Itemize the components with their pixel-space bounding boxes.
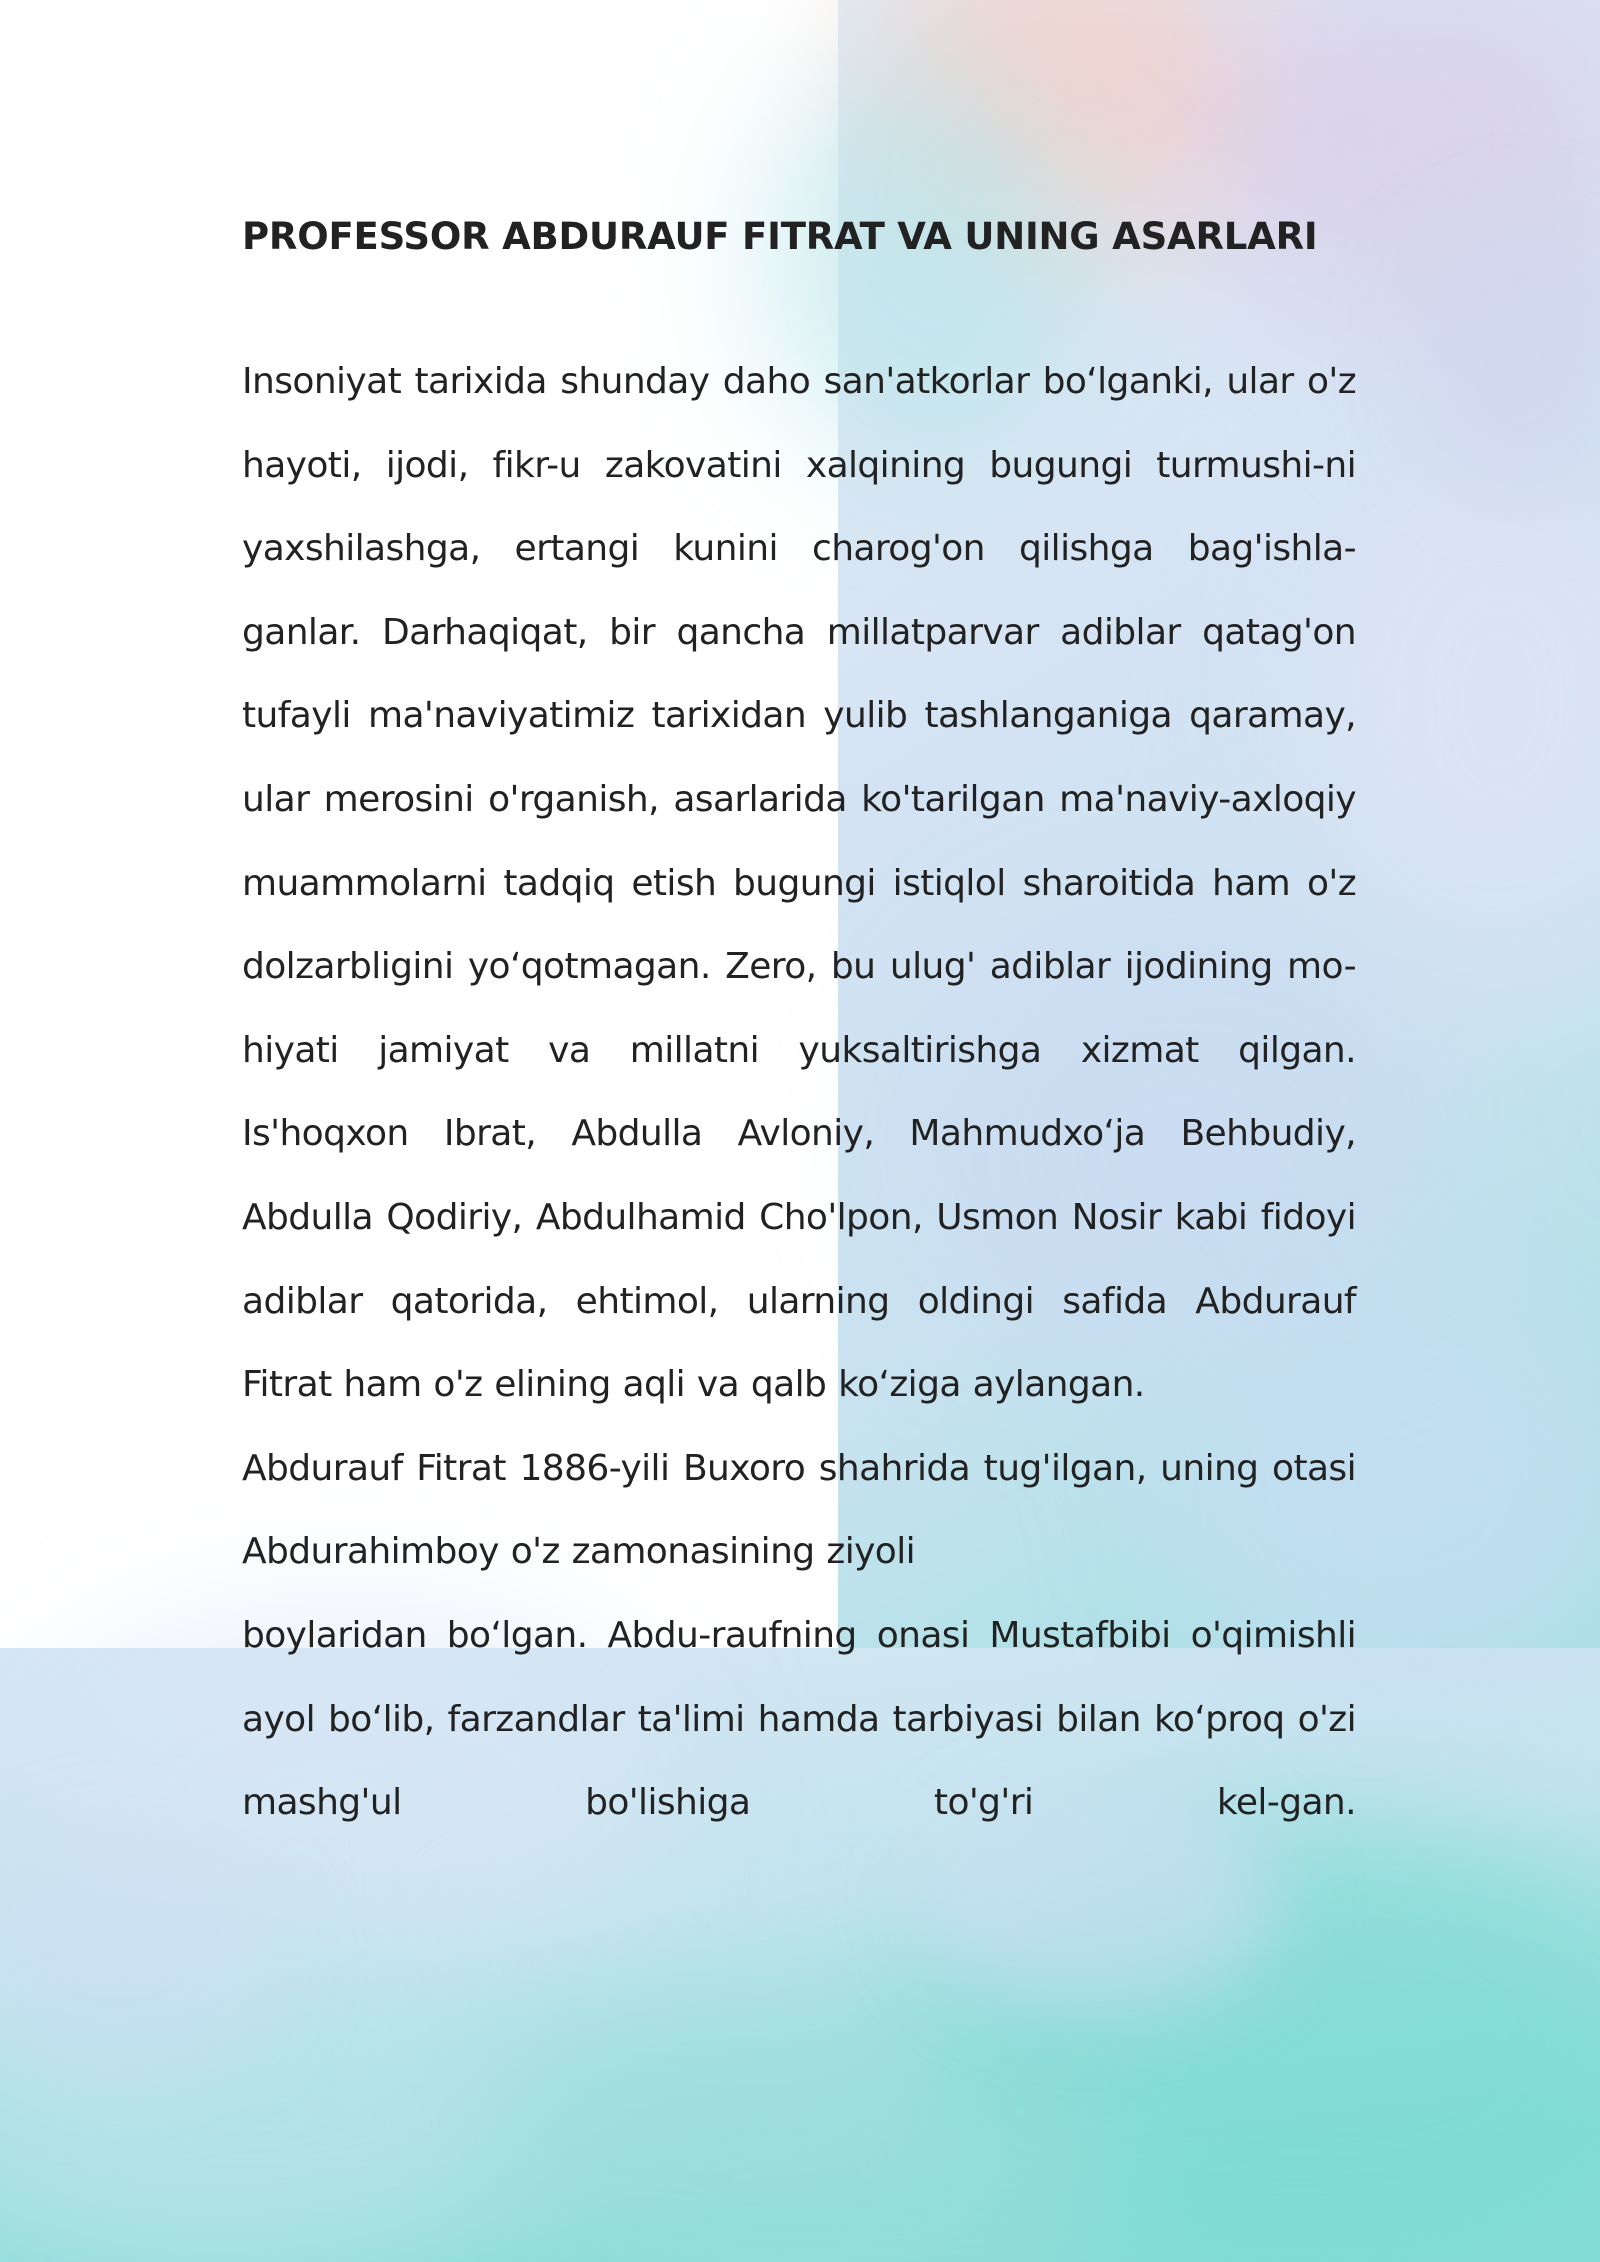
- paragraph-birth: Abdurauf Fitrat 1886-yili Buxoro shahrida tug'ilgan, uning otasi Abdurahimboy o'z zamonasining ziyoli: [242, 1447, 1356, 1573]
- paragraph-mother: boylaridan bo‘lgan. Abdu-raufning onasi Mustafbibi o'qimishli ayol bo‘lib, farzandlar ta'limi hamda tarbiyasi bilan ko‘proq o'zi mashg'ul bo'lishiga to'g'ri kel-gan.: [242, 1614, 1356, 1824]
- paragraph-introduction: Insoniyat tarixida shunday daho san'atkorlar bo‘lganki, ular o'z hayoti, ijodi, fikr-u zakovatini xalqining bugungi turmushi-ni yaxshilashga, ertangi kunini charog'on qilishga bag'ishla-ganlar. Darhaqiqat, bir qancha millatparvar adiblar qatag'on tufayli ma'naviyatimiz tarixidan yulib tashlanganiga qaramay, ular merosini o'rganish, asarlarida ko'tarilgan ma'naviy-axloqiy muammolarni tadqiq etish bugungi istiqlol sharoitida ham o'z dolzarbligini yo‘qotmagan. Zero, bu ulug' adiblar ijodining mo-hiyati jamiyat va millatni yuksaltirishga xizmat qilgan. Is'hoqxon Ibrat, Abdulla Avloniy, Mahmudxo‘ja Behbudiy, Abdulla Qodiriy, Abdulhamid Cho'lpon, Usmon Nosir kabi fidoyi adiblar qatorida, ehtimol, ularning oldingi safida Abdurauf Fitrat ham o'z elining aqli va qalb ko‘ziga aylangan.: [242, 361, 1356, 1406]
- document-title: PROFESSOR ABDURAUF FITRAT VA UNING ASARLARI: [242, 215, 1318, 258]
- document-page: [242, 200, 1356, 1845]
